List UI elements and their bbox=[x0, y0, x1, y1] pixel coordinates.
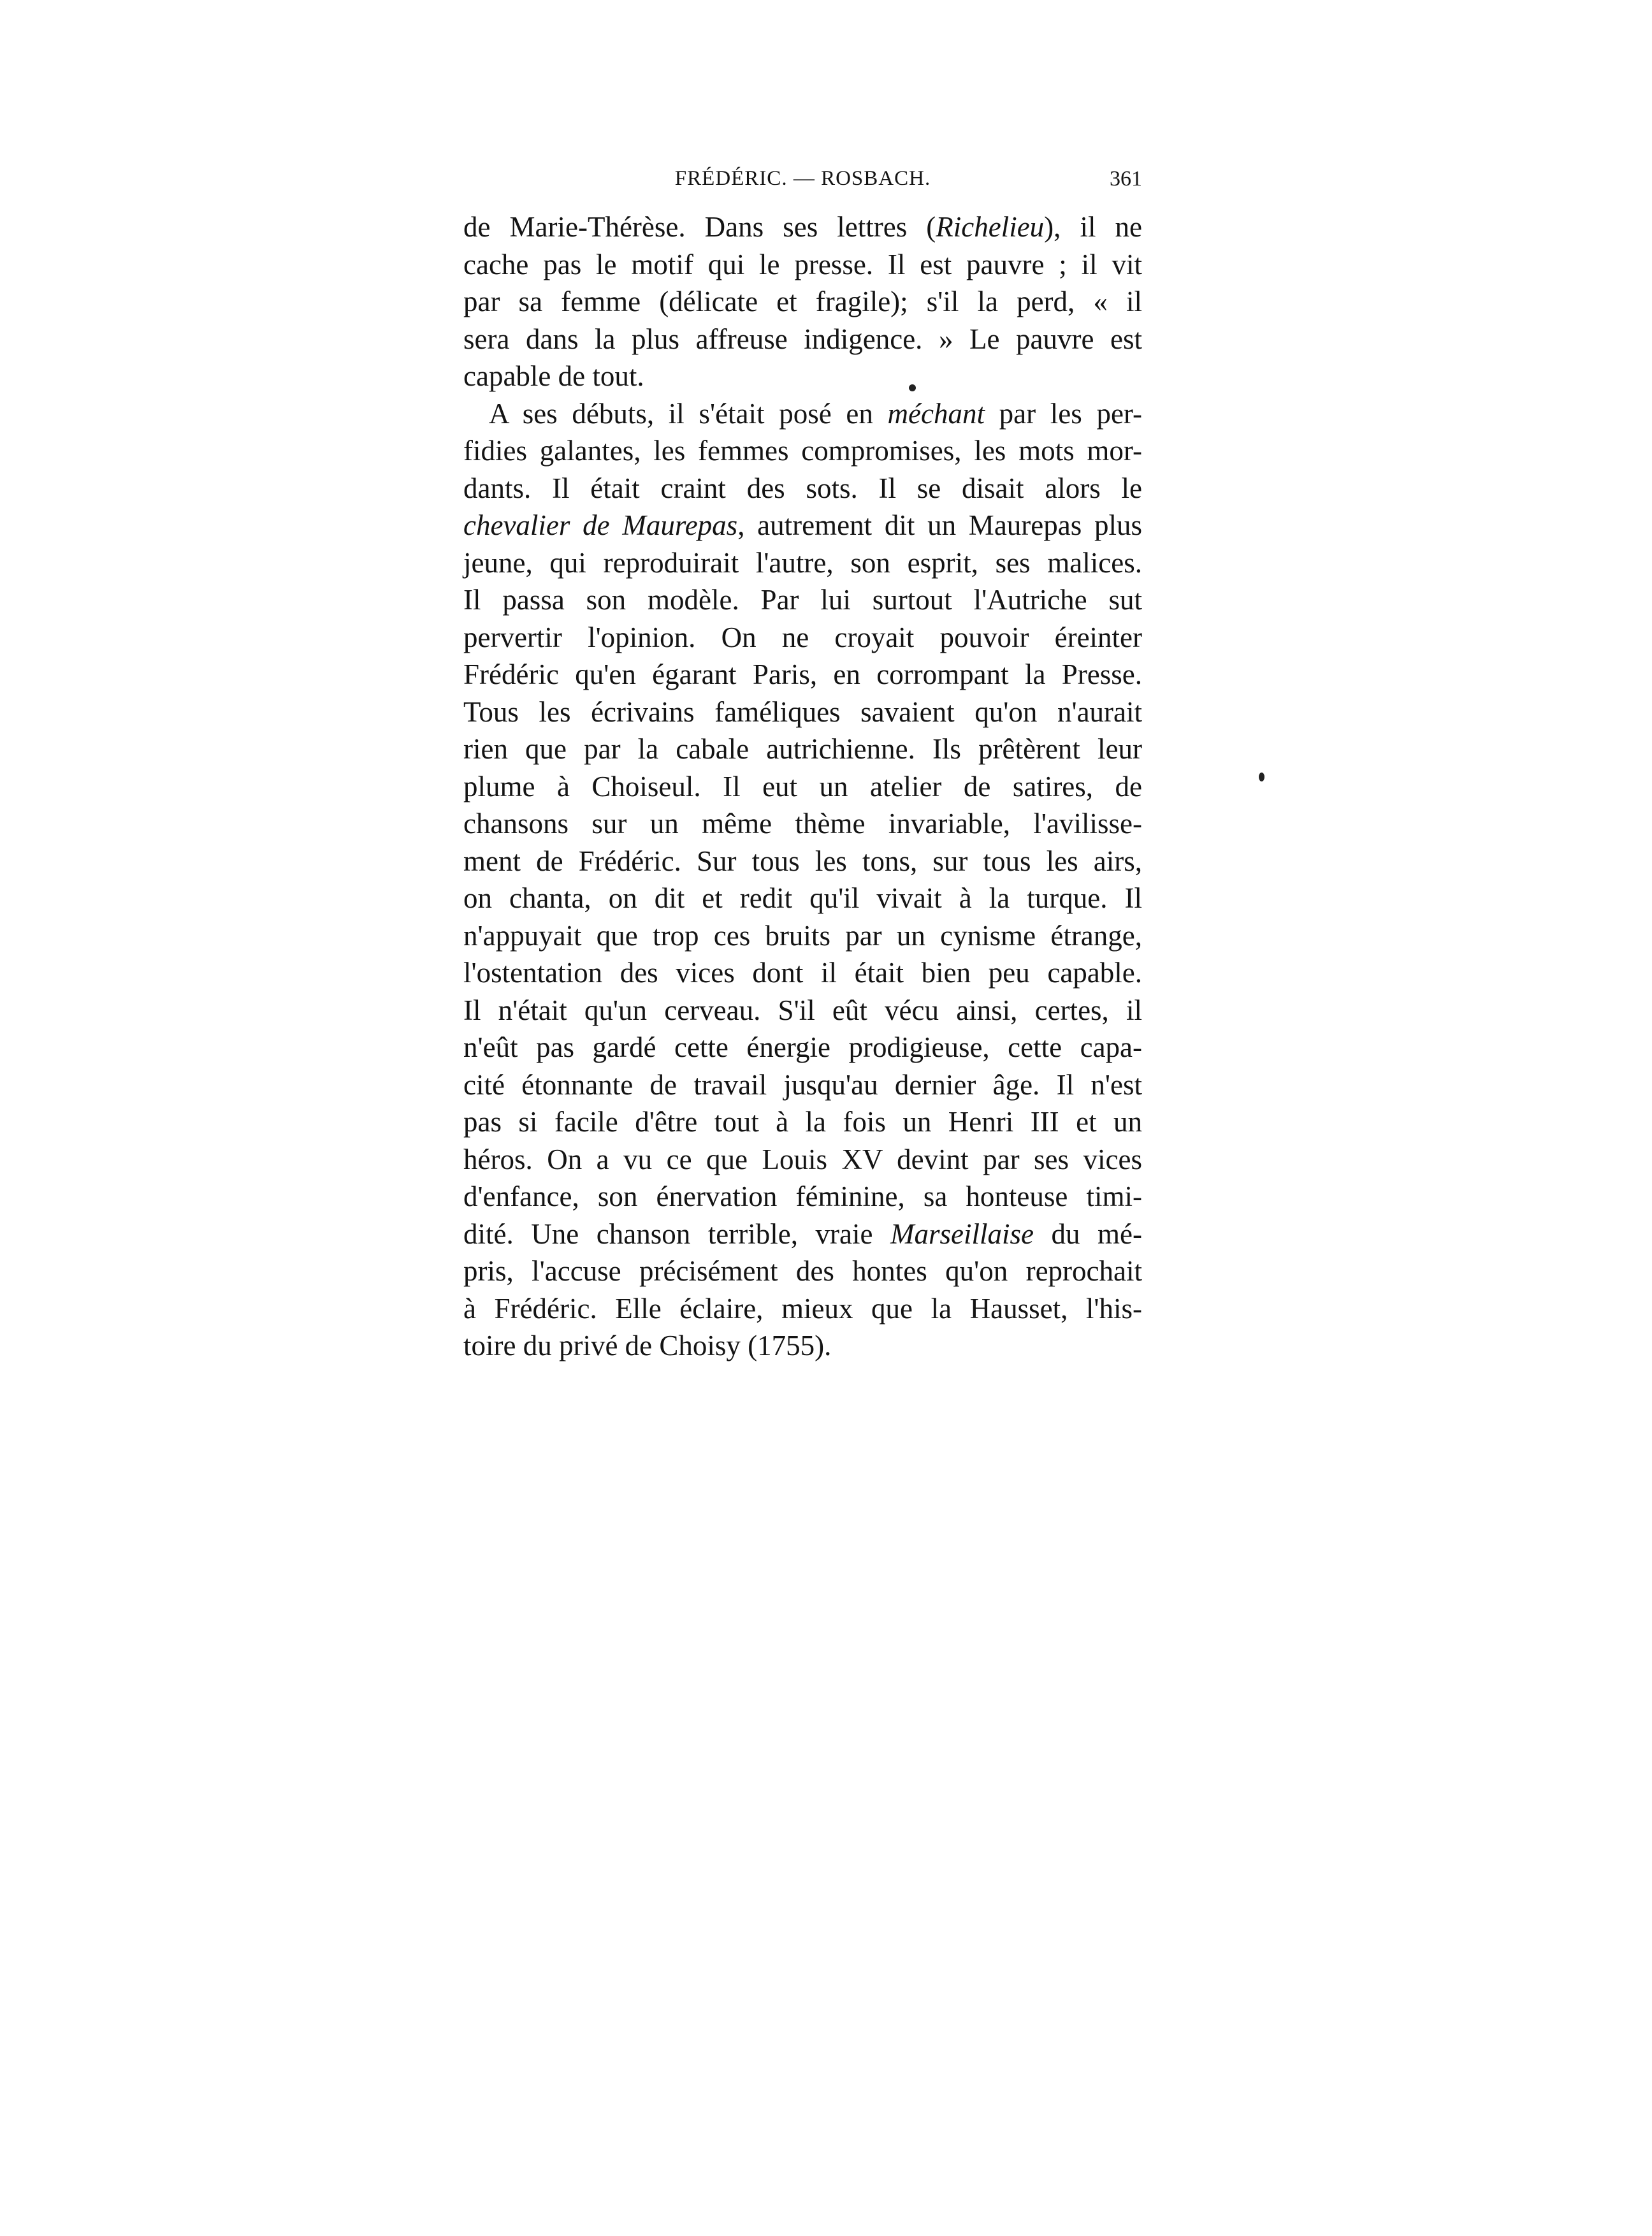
paragraph bbox=[463, 395, 1142, 1365]
text-line bbox=[463, 843, 1142, 880]
text-segment: Frédéric qu'en égarant Paris, en corrompant la Presse. bbox=[463, 658, 1142, 690]
text-line bbox=[463, 693, 1142, 731]
text-line bbox=[463, 321, 1142, 358]
text-line bbox=[463, 917, 1142, 955]
text-line bbox=[463, 1141, 1142, 1179]
ink-speck bbox=[909, 384, 916, 391]
text-segment: héros. On a vu ce que Louis XV devint par ses vices bbox=[463, 1143, 1142, 1175]
text-line bbox=[463, 1252, 1142, 1290]
paragraph bbox=[463, 208, 1142, 395]
text-segment: d'enfance, son énervation féminine, sa honteuse timi- bbox=[463, 1180, 1142, 1212]
text-line bbox=[463, 358, 1142, 395]
text-segment: on chanta, on dit et redit qu'il vivait à la turque. Il bbox=[463, 882, 1142, 914]
italic-text: chevalier de Maurepas bbox=[463, 509, 738, 541]
text-segment: cité étonnante de travail jusqu'au dernier âge. Il n'est bbox=[463, 1068, 1142, 1101]
italic-text: Marseillaise bbox=[890, 1217, 1034, 1250]
text-line bbox=[463, 768, 1142, 806]
text-segment: pas si facile d'être tout à la fois un Henri III et un bbox=[463, 1106, 1142, 1138]
text-segment: capable de tout. bbox=[463, 360, 644, 392]
text-line bbox=[463, 507, 1142, 544]
text-segment: toire du privé de Choisy (1755). bbox=[463, 1330, 832, 1361]
text-line bbox=[463, 1327, 1142, 1365]
text-line bbox=[463, 954, 1142, 992]
text-segment: par les per- bbox=[984, 397, 1142, 430]
text-line bbox=[463, 208, 1142, 246]
text-segment: fidies galantes, les femmes compromises, les mots mor- bbox=[463, 435, 1142, 467]
text-line bbox=[463, 805, 1142, 843]
text-line bbox=[463, 1216, 1142, 1253]
text-segment: jeune, qui reproduirait l'autre, son esprit, ses malices. bbox=[463, 546, 1142, 579]
text-line bbox=[463, 1290, 1142, 1328]
text-segment: A ses débuts, il s'était posé en bbox=[489, 397, 888, 430]
text-line bbox=[463, 246, 1142, 284]
text-segment: pervertir l'opinion. On ne croyait pouvoir éreinter bbox=[463, 621, 1142, 653]
text-segment: du mé- bbox=[1033, 1217, 1142, 1250]
text-line bbox=[463, 880, 1142, 917]
text-segment: pris, l'accuse précisément des hontes qu'on reprochait bbox=[463, 1255, 1142, 1287]
ink-speck bbox=[1259, 773, 1264, 781]
text-segment: dité. Une chanson terrible, vraie bbox=[463, 1217, 890, 1250]
text-segment: par sa femme (délicate et fragile); s'il la perd, « il bbox=[463, 286, 1142, 317]
text-line bbox=[463, 470, 1142, 507]
italic-text: méchant bbox=[887, 397, 985, 430]
text-segment: l'ostentation des vices dont il était bien peu capable. bbox=[463, 957, 1142, 989]
text-segment: n'appuyait que trop ces bruits par un cynisme étrange, bbox=[463, 919, 1142, 952]
italic-text: Richelieu bbox=[936, 211, 1045, 243]
text-segment: n'eût pas gardé cette énergie prodigieuse, cette capa- bbox=[463, 1031, 1142, 1063]
text-segment: plume à Choiseul. Il eut un atelier de satires, de bbox=[463, 770, 1142, 802]
text-segment: cache pas le motif qui le presse. Il est pauvre ; il vit bbox=[463, 248, 1142, 280]
body-text bbox=[463, 208, 1142, 1365]
text-line bbox=[463, 730, 1142, 768]
text-line bbox=[463, 619, 1142, 657]
text-line bbox=[463, 992, 1142, 1029]
text-line bbox=[463, 432, 1142, 470]
text-line bbox=[463, 1103, 1142, 1141]
text-line bbox=[463, 283, 1142, 321]
text-line bbox=[463, 656, 1142, 693]
page-header bbox=[463, 167, 1142, 199]
text-line bbox=[463, 1178, 1142, 1216]
text-line bbox=[463, 544, 1142, 582]
text-line bbox=[463, 1029, 1142, 1066]
text-line bbox=[463, 395, 1142, 433]
text-segment: chansons sur un même thème invariable, l'avilisse- bbox=[463, 808, 1142, 839]
text-segment: ment de Frédéric. Sur tous les tons, sur tous les airs, bbox=[463, 845, 1142, 877]
text-segment: sera dans la plus affreuse indigence. » Le pauvre est bbox=[463, 323, 1142, 355]
text-segment: de Marie-Thérèse. Dans ses lettres ( bbox=[463, 211, 936, 243]
text-segment: , autrement dit un Maurepas plus bbox=[737, 509, 1142, 541]
text-segment: rien que par la cabale autrichienne. Ils prêtèrent leur bbox=[463, 733, 1142, 765]
text-segment: à Frédéric. Elle éclaire, mieux que la Hausset, l'his- bbox=[463, 1292, 1142, 1325]
page-number: 361 bbox=[1110, 167, 1142, 191]
text-segment: ), il ne bbox=[1044, 211, 1142, 243]
text-segment: Tous les écrivains faméliques savaient qu'on n'aurait bbox=[463, 695, 1142, 728]
text-segment: Il n'était qu'un cerveau. S'il eût vécu ainsi, certes, il bbox=[463, 994, 1142, 1026]
text-line bbox=[463, 581, 1142, 619]
text-segment: dants. Il était craint des sots. Il se disait alors le bbox=[463, 472, 1142, 504]
text-segment: Il passa son modèle. Par lui surtout l'Autriche sut bbox=[463, 584, 1142, 616]
running-title: FRÉDÉRIC. — ROSBACH. bbox=[674, 167, 931, 190]
text-line bbox=[463, 1066, 1142, 1104]
